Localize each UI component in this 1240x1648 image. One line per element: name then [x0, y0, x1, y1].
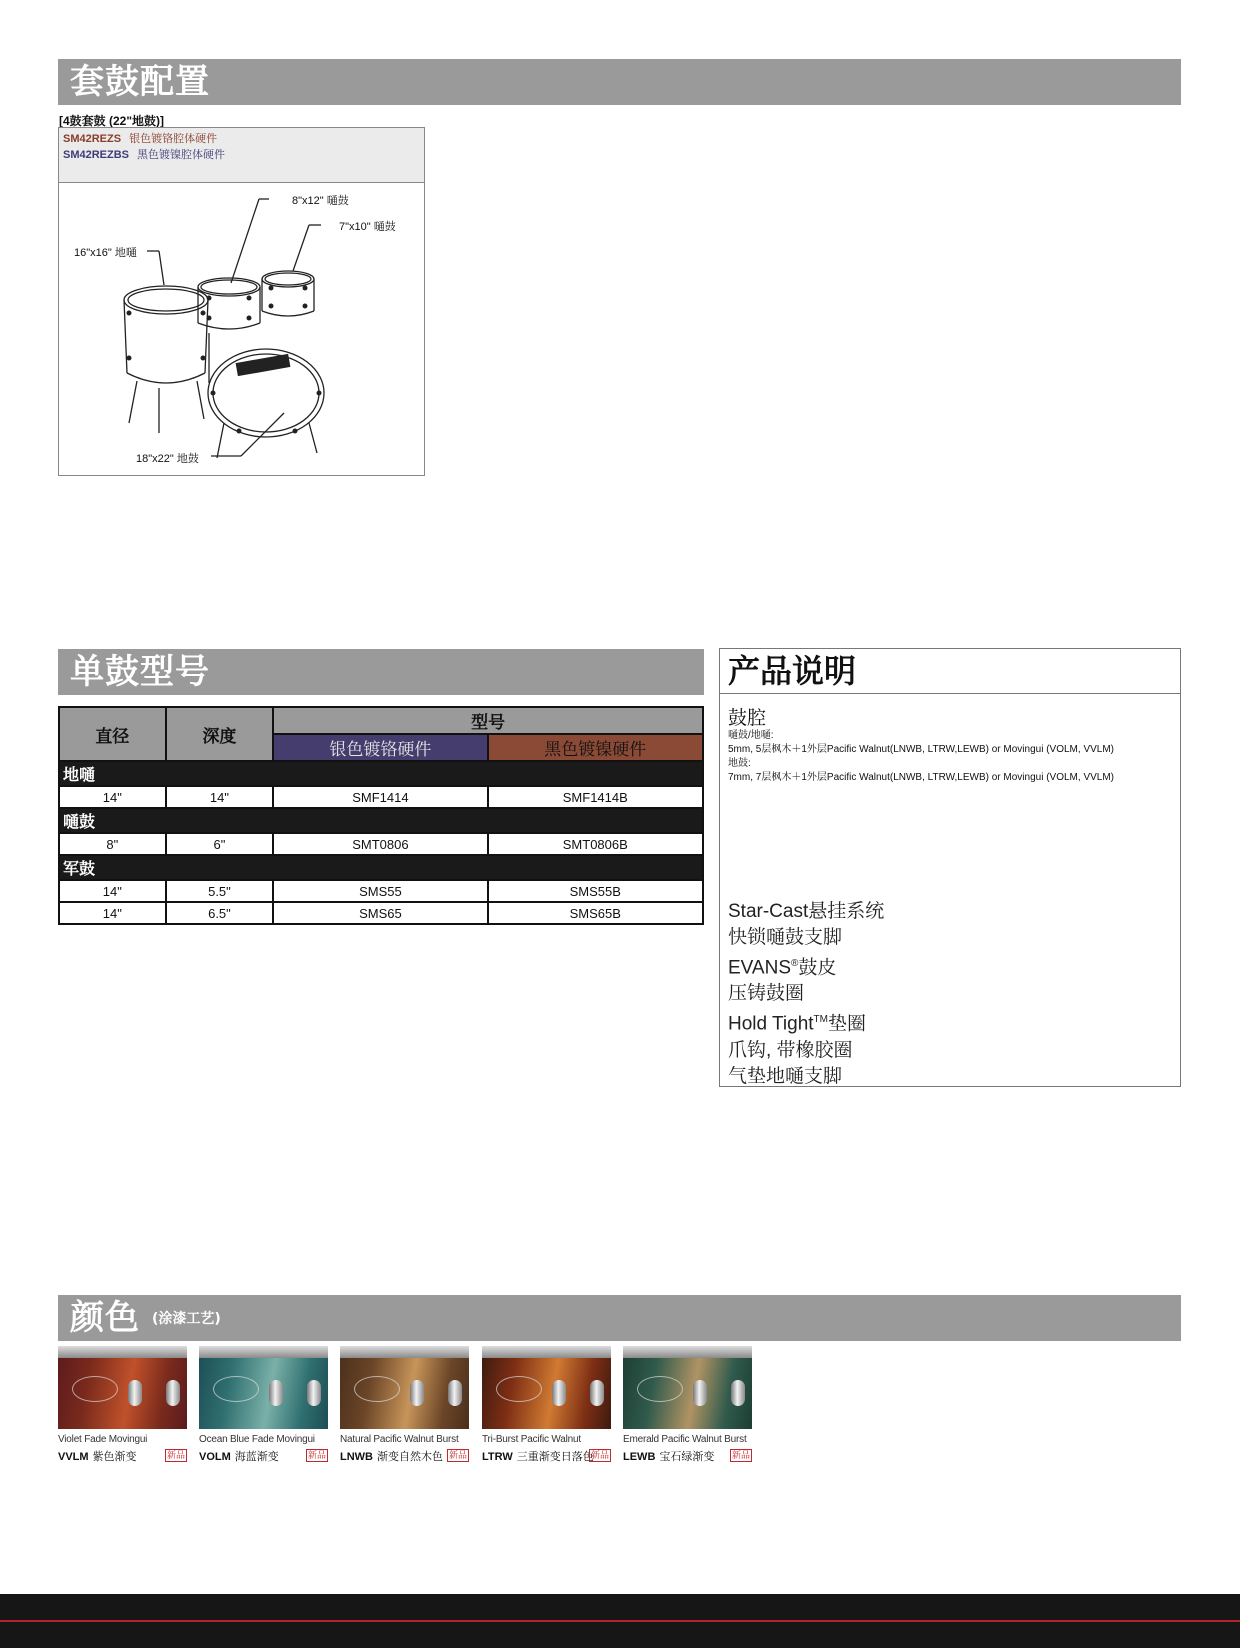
feature-item [728, 951, 884, 981]
swatch-lug-icon [410, 1380, 424, 1406]
feature-item: Star-Cast悬挂系统 [728, 901, 885, 922]
trademark-mark: TM [813, 1014, 828, 1026]
config-model-list [59, 128, 424, 183]
color-name: Violet Fade Movingui [58, 1434, 148, 1445]
table-header-row [59, 707, 703, 734]
bass-drum-shape [208, 333, 324, 458]
cell-silver-model: SMF1414 [273, 786, 487, 808]
color-name: Ocean Blue Fade Movingui [199, 1434, 315, 1445]
tom-10-shape [262, 271, 314, 316]
color-cn-name: 宝石绿渐变 [659, 1451, 715, 1463]
cell-diameter: 8" [59, 833, 166, 855]
color-code [482, 1448, 594, 1464]
label-tom10: 7"x10" 嗵鼓 [339, 221, 396, 233]
config-box [58, 127, 425, 476]
label-tom12: 8"x12" 嗵鼓 [292, 195, 349, 207]
color-name: Emerald Pacific Walnut Burst [623, 1434, 747, 1445]
config-section-title [58, 59, 1181, 105]
table-row [59, 902, 703, 924]
config-model-row [63, 147, 420, 163]
swatch-lug-icon [590, 1380, 604, 1406]
color-code [58, 1448, 137, 1464]
color-cn-name: 紫色渐变 [92, 1451, 137, 1463]
swatch-badge-icon [72, 1376, 118, 1402]
col-header-model: 型号 [273, 707, 703, 734]
new-badge: 新品 [308, 1450, 327, 1460]
config-model-code: SM42REZS [63, 133, 122, 145]
cell-black-model: SMT0806B [488, 833, 703, 855]
footer-red-stripe [0, 1620, 1240, 1622]
product-description-box [719, 648, 1181, 1087]
shell-heading: 鼓腔 [728, 708, 767, 729]
new-badge: 新品 [732, 1450, 751, 1460]
color-name: Natural Pacific Walnut Burst [340, 1434, 459, 1445]
swatch-lug-icon [166, 1380, 180, 1406]
single-title-text: 单鼓型号 [70, 652, 210, 692]
cell-diameter: 14" [59, 880, 166, 902]
cell-silver-model: SMT0806 [273, 833, 487, 855]
table-row [59, 833, 703, 855]
swatch-hoop [199, 1346, 328, 1358]
feature-text: 鼓皮 [798, 957, 837, 979]
feature-item: 爪钩, 带橡胶圈 [728, 1039, 853, 1061]
shell-spec-line: 地鼓: [728, 758, 751, 769]
color-code-id: VVLM [58, 1451, 89, 1463]
col-header-diameter: 直径 [59, 707, 166, 761]
swatch-hoop [623, 1346, 752, 1358]
color-swatch [340, 1346, 469, 1429]
shell-spec-line: 5mm, 5层枫木＋1外层Pacific Walnut(LNWB, LTRW,LEWB) or Movingui (VOLM, VVLM) [728, 744, 1115, 755]
feature-text: EVANS [728, 957, 792, 979]
feature-text: Hold Tight [728, 1013, 814, 1035]
cell-diameter: 14" [59, 902, 166, 924]
colors-title-text: 颜色 [70, 1298, 140, 1338]
color-cn-name: 渐变自然木色 [377, 1451, 443, 1463]
category-label: 地嗵 [59, 761, 703, 786]
shell-spec-line: 嗵鼓/地嗵: [728, 730, 774, 741]
category-label: 嗵鼓 [59, 808, 703, 833]
shell-spec-line: 7mm, 7层枫木＋1外层Pacific Walnut(LNWB, LTRW,LEWB) or Movingui (VOLM, VVLM) [728, 772, 1115, 783]
colors-subtitle: (涂漆工艺) [152, 1311, 221, 1327]
floor-tom-shape [124, 286, 208, 433]
feature-list [728, 899, 884, 1090]
config-model-desc: 银色镀铬腔体硬件 [129, 133, 218, 145]
cell-depth: 6" [166, 833, 274, 855]
config-model-desc: 黑色镀镍腔体硬件 [137, 149, 226, 161]
swatch-badge-icon [496, 1376, 542, 1402]
cell-black-model: SMF1414B [488, 786, 703, 808]
swatch-hoop [340, 1346, 469, 1358]
new-badge: 新品 [449, 1450, 468, 1460]
single-section-title [58, 649, 704, 695]
new-badge: 新品 [167, 1450, 186, 1460]
swatch-hoop [482, 1346, 611, 1358]
feature-item: 气垫地嗵支脚 [728, 1065, 843, 1087]
footer-bar [0, 1594, 1240, 1648]
swatch-lug-icon [731, 1380, 745, 1406]
feature-text: 垫圈 [828, 1013, 867, 1035]
color-code [340, 1448, 443, 1464]
color-code-id: VOLM [199, 1451, 231, 1463]
config-title-text: 套鼓配置 [70, 62, 210, 102]
table-category-row [59, 855, 703, 880]
color-name: Tri-Burst Pacific Walnut [482, 1434, 581, 1445]
color-swatch [58, 1346, 187, 1429]
col-header-black: 黑色镀镍硬件 [488, 734, 703, 761]
cell-depth: 5.5" [166, 880, 274, 902]
color-code-id: LEWB [623, 1451, 656, 1463]
color-code [623, 1448, 714, 1464]
config-subtitle: [4鼓套鼓 (22"地鼓)] [59, 114, 165, 128]
color-code-id: LNWB [340, 1451, 373, 1463]
table-category-row [59, 808, 703, 833]
colors-section-title [58, 1295, 1181, 1341]
swatch-lug-icon [693, 1380, 707, 1406]
swatch-badge-icon [213, 1376, 259, 1402]
label-bass22: 18"x22" 地鼓 [136, 453, 199, 465]
color-swatch [482, 1346, 611, 1429]
cell-silver-model: SMS55 [273, 880, 487, 902]
config-model-code: SM42REZBS [63, 149, 130, 161]
table-category-row [59, 761, 703, 786]
feature-item [728, 1007, 884, 1037]
swatch-hoop [58, 1346, 187, 1358]
cell-silver-model: SMS65 [273, 902, 487, 924]
swatch-lug-icon [307, 1380, 321, 1406]
swatch-lug-icon [448, 1380, 462, 1406]
config-model-row [63, 131, 420, 147]
table-row [59, 880, 703, 902]
color-code [199, 1448, 279, 1464]
new-badge: 新品 [591, 1450, 610, 1460]
cell-diameter: 14" [59, 786, 166, 808]
label-floor16: 16"x16" 地嗵 [74, 247, 137, 259]
swatch-lug-icon [128, 1380, 142, 1406]
color-swatch [623, 1346, 752, 1429]
color-cn-name: 海蓝渐变 [234, 1451, 279, 1463]
col-header-depth: 深度 [166, 707, 274, 761]
description-title: 产品说明 [720, 649, 1180, 694]
shell-spec-text [728, 729, 1114, 785]
swatch-badge-icon [354, 1376, 400, 1402]
cell-depth: 6.5" [166, 902, 274, 924]
cell-black-model: SMS55B [488, 880, 703, 902]
feature-item: 压铸鼓圈 [728, 983, 805, 1005]
color-code-id: LTRW [482, 1451, 513, 1463]
single-drum-table [58, 706, 704, 925]
swatch-badge-icon [637, 1376, 683, 1402]
category-label: 军鼓 [59, 855, 703, 880]
color-swatch [199, 1346, 328, 1429]
color-cn-name: 三重渐变日落色 [516, 1451, 594, 1463]
registered-mark: ® [791, 958, 799, 969]
swatch-lug-icon [552, 1380, 566, 1406]
feature-item: 快锁嗵鼓支脚 [728, 927, 843, 948]
swatch-lug-icon [269, 1380, 283, 1406]
cell-black-model: SMS65B [488, 902, 703, 924]
table-row [59, 786, 703, 808]
cell-depth: 14" [166, 786, 274, 808]
col-header-silver: 银色镀铬硬件 [273, 734, 487, 761]
